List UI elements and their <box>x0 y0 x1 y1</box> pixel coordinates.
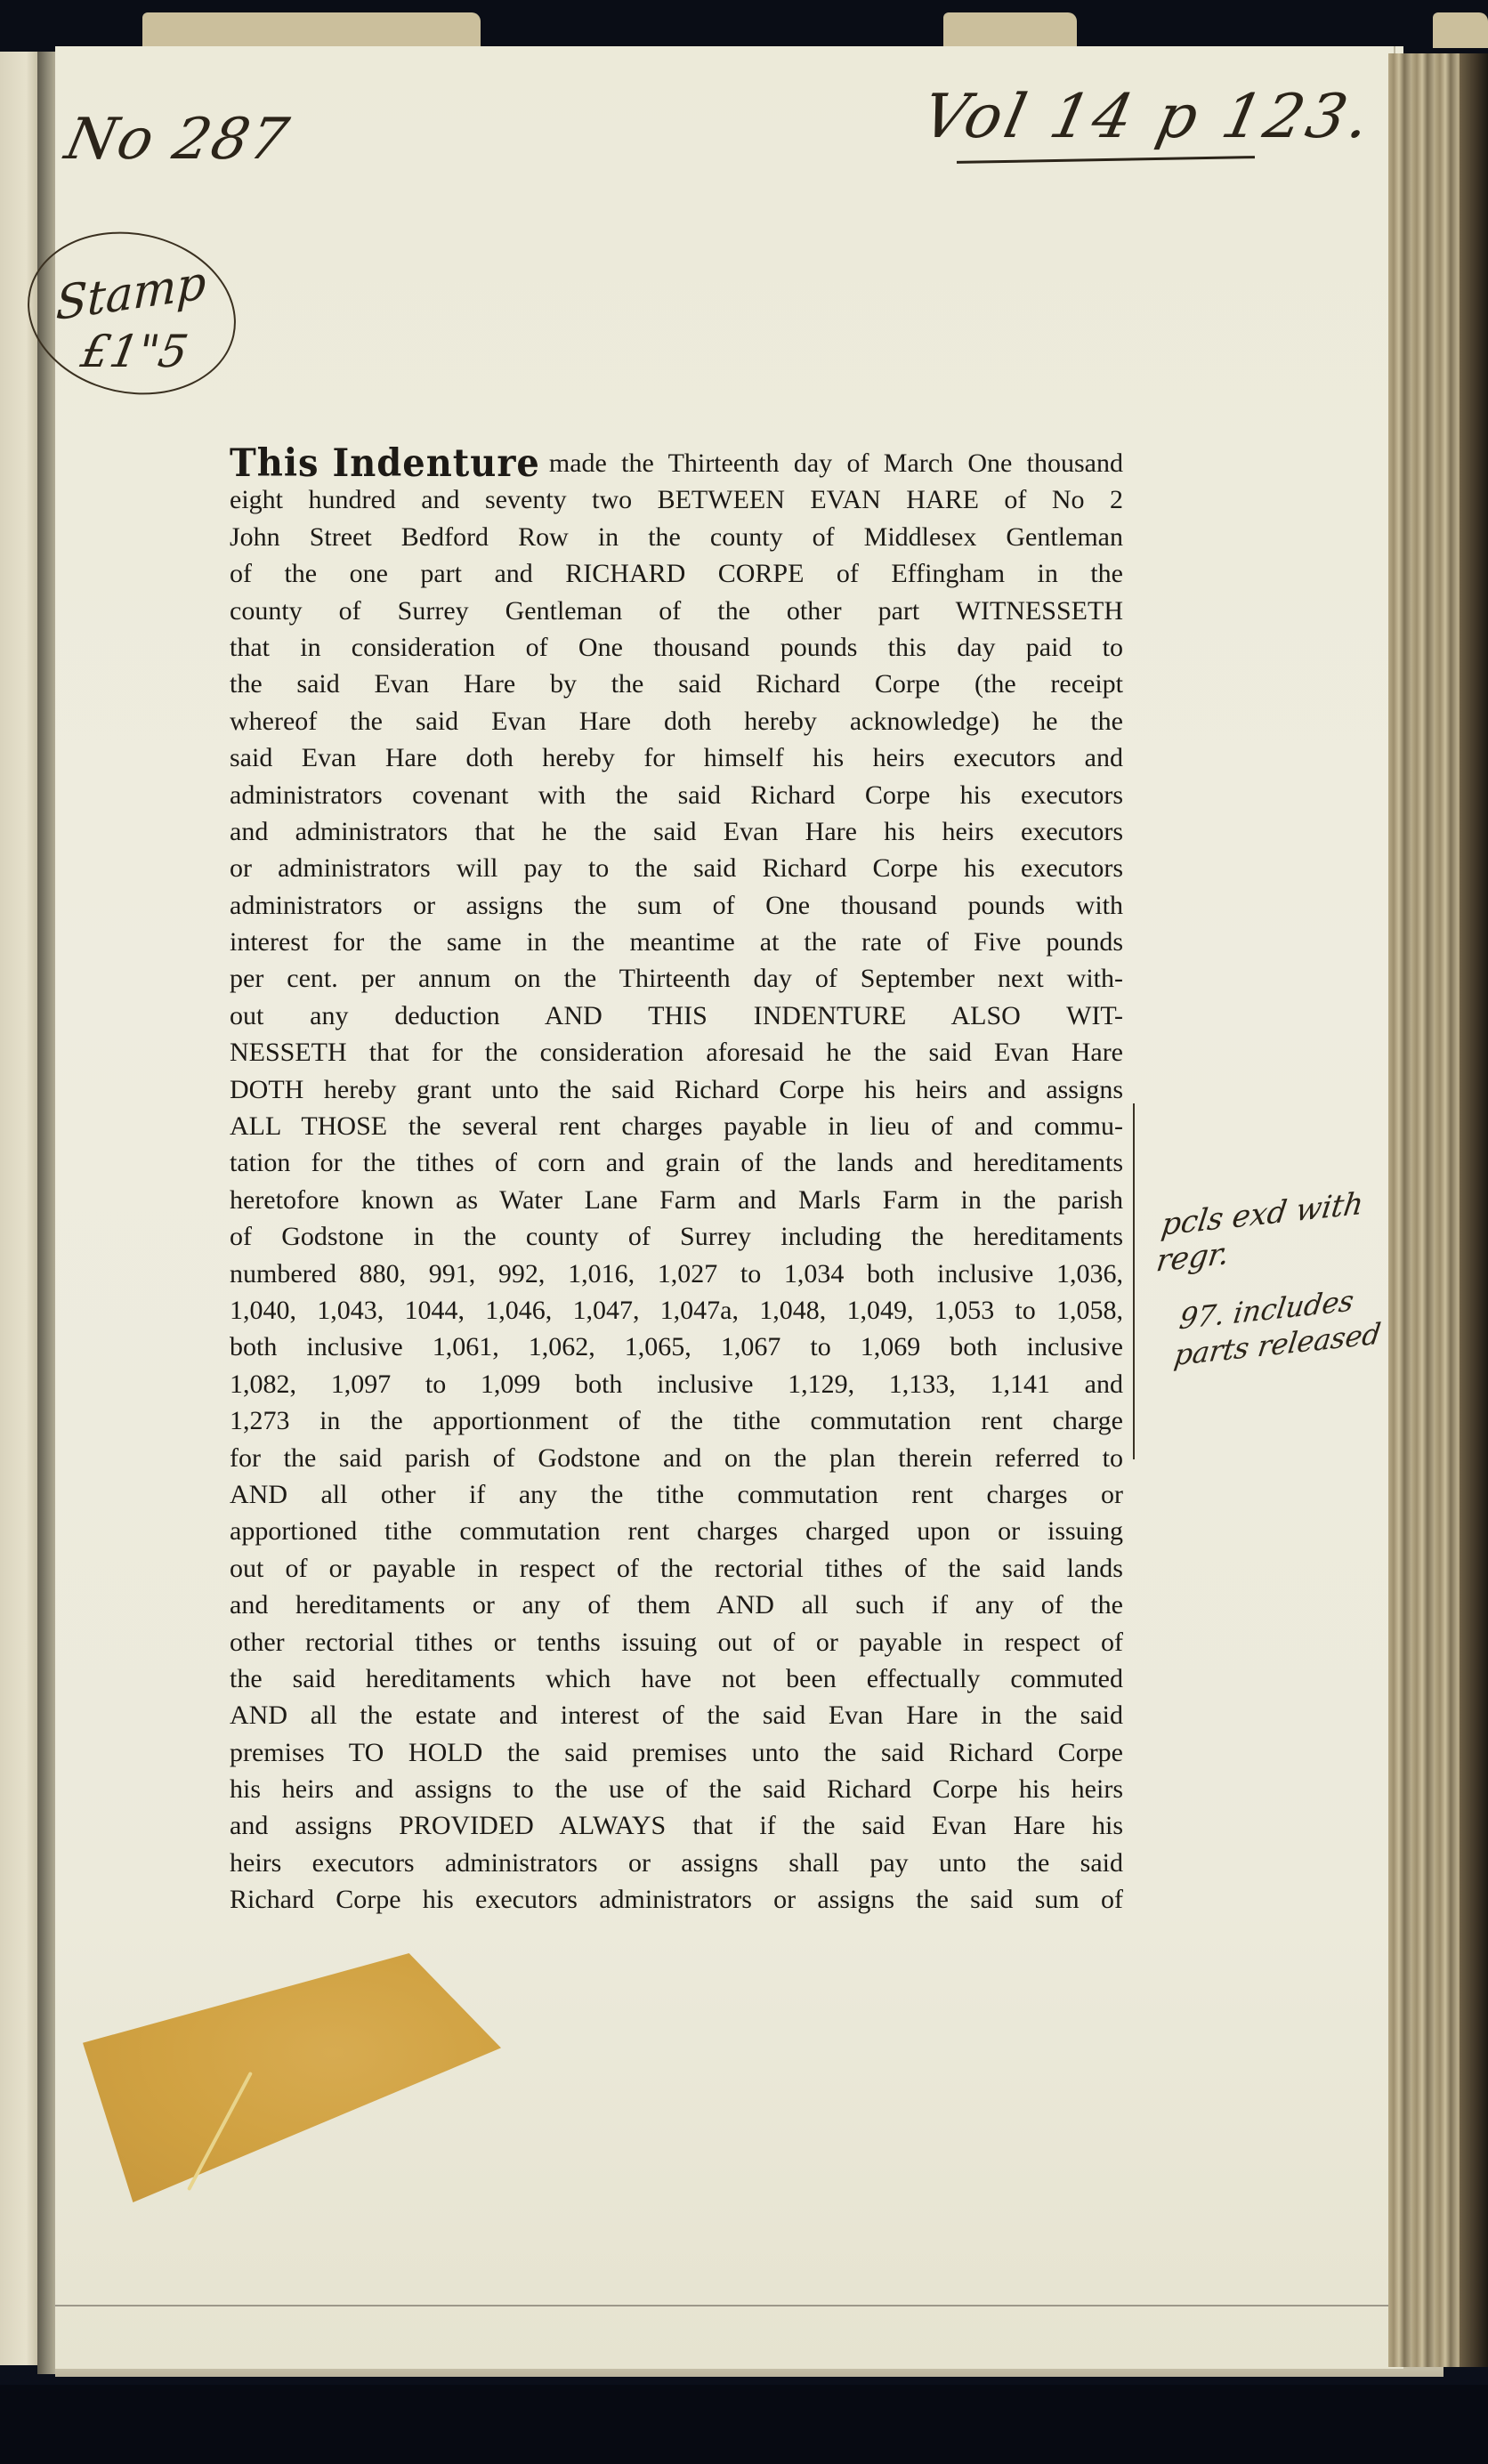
text-line <box>230 1550 1123 1587</box>
text-line <box>230 924 1123 960</box>
torn-paper-edge <box>943 12 1077 48</box>
text-line-content: whereof the said Evan Hare doth hereby acknowledge) he the <box>230 706 1123 736</box>
text-line <box>230 1807 1123 1844</box>
text-line <box>230 629 1123 666</box>
text-line <box>230 519 1123 555</box>
text-line <box>230 777 1123 813</box>
text-line <box>230 1034 1123 1070</box>
text-line-content: AND all the estate and interest of the said Evan Hare in the said <box>230 1701 1123 1731</box>
text-line <box>230 666 1123 702</box>
binding-shadow <box>1460 53 1488 2367</box>
margin-bracket-line <box>1133 1103 1135 1459</box>
text-line <box>230 1624 1123 1660</box>
text-line <box>230 555 1123 592</box>
text-line-content: and hereditaments or any of them AND all such if any of the <box>230 1590 1123 1620</box>
text-line <box>230 1144 1123 1181</box>
text-line-content: administrators or assigns the sum of One thousand pounds with <box>230 890 1123 920</box>
book-gutter <box>37 52 57 2374</box>
text-line <box>230 1476 1123 1513</box>
text-line <box>230 593 1123 629</box>
text-line-content: administrators covenant with the said Richard Corpe his executors <box>230 780 1123 810</box>
text-line <box>230 1108 1123 1144</box>
text-line <box>230 1402 1123 1439</box>
text-line-content: apportioned tithe commutation rent charges charged upon or issuing <box>230 1516 1123 1547</box>
text-line <box>230 813 1123 850</box>
handwritten-volume-reference: Vol 14 p 123. <box>916 82 1380 152</box>
text-line-content: 1,273 in the apportionment of the tithe commutation rent charge <box>230 1406 1123 1436</box>
handwritten-stamp-label: Stamp <box>54 255 207 332</box>
text-line-content: or administrators will pay to the said Richard Corpe his executors <box>230 853 1123 884</box>
text-line <box>230 960 1123 997</box>
text-line-content: ALL THOSE the several rent charges payable in lieu of and commu- <box>230 1111 1123 1142</box>
text-line <box>230 1329 1123 1365</box>
text-line <box>230 1292 1123 1329</box>
text-line-content: out of or payable in respect of the rectorial tithes of the said lands <box>230 1553 1123 1583</box>
text-line-content: NESSETH that for the consideration aforesaid he the said Evan Hare <box>230 1038 1123 1068</box>
text-line <box>230 739 1123 776</box>
text-line-content: per cent. per annum on the Thirteenth day of September next with- <box>230 964 1123 994</box>
text-line <box>230 1734 1123 1771</box>
background-bottom <box>0 2385 1488 2464</box>
text-line <box>230 703 1123 739</box>
text-line-content: 1,082, 1,097 to 1,099 both inclusive 1,129, 1,133, 1,141 and <box>230 1369 1123 1399</box>
text-line-content: eight hundred and seventy two BETWEEN EVAN HARE of No 2 <box>230 485 1123 515</box>
handwritten-stamp-value: £1"5 <box>77 326 192 377</box>
text-line-content: heirs executors administrators or assigns shall pay unto the said <box>230 1847 1123 1878</box>
text-line-content: and administrators that he the said Evan Hare his heirs executors <box>230 816 1123 846</box>
text-line-content: interest for the same in the meantime at the rate of Five pounds <box>230 927 1123 957</box>
text-line-content: John Street Bedford Row in the county of Middlesex Gentleman <box>230 521 1123 552</box>
text-line <box>230 440 1123 486</box>
margin-note-1: pcls exd with regr. <box>1153 1185 1366 1280</box>
text-line <box>230 1182 1123 1218</box>
text-line-content: tation for the tithes of corn and grain of the lands and hereditaments <box>230 1148 1123 1178</box>
text-line-content: his heirs and assigns to the use of the said Richard Corpe his heirs <box>230 1774 1123 1805</box>
text-line <box>230 887 1123 924</box>
text-line-content: other rectorial tithes or tenths issuing out of or payable in respect of <box>230 1627 1123 1657</box>
torn-paper-edge <box>142 12 481 48</box>
text-line-content: of the one part and RICHARD CORPE of Effingham in the <box>230 559 1123 589</box>
text-line-content: for the said parish of Godstone and on the plan therein referred to <box>230 1442 1123 1473</box>
text-line-content: said Evan Hare doth hereby for himself his heirs executors and <box>230 743 1123 773</box>
text-line <box>230 1513 1123 1549</box>
text-line-content: that in consideration of One thousand pounds this day paid to <box>230 632 1123 662</box>
text-line <box>230 1845 1123 1881</box>
margin-note-2: 97. includes parts released <box>1172 1283 1383 1373</box>
text-line <box>230 1440 1123 1476</box>
text-line <box>230 1366 1123 1402</box>
text-line-content: both inclusive 1,061, 1,062, 1,065, 1,067 to 1,069 both inclusive <box>230 1332 1123 1362</box>
text-line-content: out any deduction AND THIS INDENTURE ALSO WIT- <box>230 1000 1123 1030</box>
text-line <box>230 1256 1123 1292</box>
text-line-content: the said Evan Hare by the said Richard Corpe (the receipt <box>230 669 1123 699</box>
handwritten-reference-number: No 287 <box>60 107 295 173</box>
text-line-content: and assigns PROVIDED ALWAYS that if the said Evan Hare his <box>230 1811 1123 1841</box>
text-line-content: AND all other if any the tithe commutation rent charges or <box>230 1479 1123 1509</box>
text-line <box>230 1587 1123 1623</box>
text-line-content: Richard Corpe his executors administrators or assigns the said sum of <box>230 1885 1123 1915</box>
torn-paper-edge <box>1433 12 1488 48</box>
text-line-content: of Godstone in the county of Surrey including the hereditaments <box>230 1222 1123 1252</box>
text-line <box>230 1218 1123 1255</box>
text-line <box>230 1771 1123 1807</box>
text-line <box>230 850 1123 886</box>
text-line-content: made the Thirteenth day of March One thousand <box>548 448 1123 478</box>
text-line <box>230 1697 1123 1733</box>
text-line-content: DOTH hereby grant unto the said Richard Corpe his heirs and assigns <box>230 1074 1123 1104</box>
text-line-content: premises TO HOLD the said premises unto the said Richard Corpe <box>230 1737 1123 1767</box>
heading-this-indenture: This Indenture <box>230 440 540 486</box>
text-line <box>230 1071 1123 1108</box>
text-line-content: 1,040, 1,043, 1044, 1,046, 1,047, 1,047a, 1,048, 1,049, 1,053 to 1,058, <box>230 1295 1123 1325</box>
text-line <box>230 1660 1123 1697</box>
text-line <box>230 998 1123 1034</box>
text-line-content: the said hereditaments which have not been effectually commuted <box>230 1663 1123 1693</box>
text-line-content: county of Surrey Gentleman of the other part WITNESSETH <box>230 595 1123 626</box>
text-line <box>230 1881 1123 1918</box>
text-line-content: heretofore known as Water Lane Farm and Marls Farm in the parish <box>230 1184 1123 1215</box>
text-line <box>230 481 1123 518</box>
facing-page-edge <box>0 52 39 2365</box>
text-line-content: numbered 880, 991, 992, 1,016, 1,027 to 1,034 both inclusive 1,036, <box>230 1258 1123 1289</box>
indenture-text <box>230 440 1123 1919</box>
